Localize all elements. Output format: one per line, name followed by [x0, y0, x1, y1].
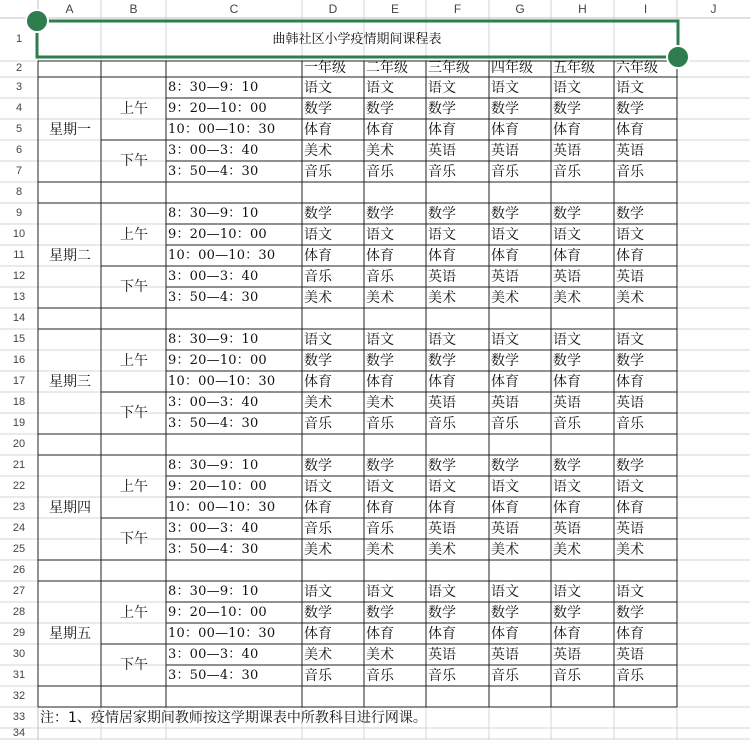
row-header-28[interactable]: 28 — [12, 606, 26, 618]
morning-label[interactable]: 上午 — [120, 605, 148, 621]
row-header-17[interactable]: 17 — [12, 375, 26, 387]
subject-cell[interactable]: 音乐 — [616, 668, 644, 684]
time-slot-cell[interactable]: 10：00—10：30 — [168, 122, 276, 137]
subject-cell[interactable]: 英语 — [553, 647, 581, 663]
subject-cell[interactable]: 语文 — [616, 479, 644, 495]
row-header-9[interactable]: 9 — [15, 207, 23, 219]
subject-cell[interactable]: 美术 — [616, 542, 644, 558]
subject-cell[interactable]: 数学 — [304, 605, 332, 621]
subject-cell[interactable]: 英语 — [491, 521, 519, 537]
subject-cell[interactable]: 音乐 — [428, 416, 456, 432]
subject-cell[interactable]: 体育 — [616, 500, 644, 516]
subject-cell[interactable]: 英语 — [428, 395, 456, 411]
subject-cell[interactable]: 语文 — [304, 227, 332, 243]
row-header-3[interactable]: 3 — [15, 81, 23, 93]
time-slot-cell[interactable]: 3：50—4：30 — [168, 290, 259, 305]
grade-header-3[interactable]: 三年级 — [428, 60, 470, 76]
time-slot-cell[interactable]: 10：00—10：30 — [168, 626, 276, 641]
subject-cell[interactable]: 英语 — [491, 269, 519, 285]
row-header-23[interactable]: 23 — [12, 501, 26, 513]
subject-cell[interactable]: 体育 — [428, 374, 456, 390]
subject-cell[interactable]: 英语 — [491, 143, 519, 159]
grade-header-5[interactable]: 五年级 — [553, 60, 595, 76]
subject-cell[interactable]: 数学 — [553, 101, 581, 117]
subject-cell[interactable]: 语文 — [553, 584, 581, 600]
subject-cell[interactable]: 美术 — [366, 143, 394, 159]
subject-cell[interactable]: 英语 — [428, 143, 456, 159]
subject-cell[interactable]: 语文 — [491, 332, 519, 348]
subject-cell[interactable]: 语文 — [553, 227, 581, 243]
subject-cell[interactable]: 体育 — [491, 500, 519, 516]
row-header-29[interactable]: 29 — [12, 627, 26, 639]
time-slot-cell[interactable]: 3：00—3：40 — [168, 647, 259, 662]
subject-cell[interactable]: 数学 — [616, 353, 644, 369]
afternoon-label[interactable]: 下午 — [120, 531, 148, 547]
subject-cell[interactable]: 英语 — [616, 143, 644, 159]
subject-cell[interactable]: 数学 — [428, 101, 456, 117]
morning-label[interactable]: 上午 — [120, 227, 148, 243]
subject-cell[interactable]: 语文 — [553, 479, 581, 495]
subject-cell[interactable]: 音乐 — [366, 521, 394, 537]
subject-cell[interactable]: 体育 — [491, 374, 519, 390]
subject-cell[interactable]: 体育 — [366, 248, 394, 264]
row-header-24[interactable]: 24 — [12, 522, 26, 534]
column-header-j[interactable]: J — [710, 2, 717, 16]
subject-cell[interactable]: 语文 — [491, 479, 519, 495]
note-cell[interactable]: 注：1、疫情居家期间教师按这学期课表中所教科目进行网课。 — [40, 710, 427, 726]
subject-cell[interactable]: 美术 — [366, 395, 394, 411]
column-header-h[interactable]: H — [578, 2, 587, 16]
subject-cell[interactable]: 体育 — [616, 248, 644, 264]
column-header-e[interactable]: E — [390, 2, 400, 16]
subject-cell[interactable]: 音乐 — [304, 416, 332, 432]
subject-cell[interactable]: 语文 — [304, 584, 332, 600]
subject-cell[interactable]: 体育 — [304, 122, 332, 138]
subject-cell[interactable]: 体育 — [491, 626, 519, 642]
subject-cell[interactable]: 英语 — [428, 269, 456, 285]
subject-cell[interactable]: 语文 — [491, 80, 519, 96]
row-header-6[interactable]: 6 — [15, 144, 23, 156]
subject-cell[interactable]: 美术 — [366, 290, 394, 306]
day-label[interactable]: 星期一 — [49, 122, 91, 138]
subject-cell[interactable]: 数学 — [491, 605, 519, 621]
time-slot-cell[interactable]: 9：20—10：00 — [168, 353, 267, 368]
subject-cell[interactable]: 数学 — [304, 206, 332, 222]
subject-cell[interactable]: 体育 — [366, 374, 394, 390]
time-slot-cell[interactable]: 9：20—10：00 — [168, 479, 267, 494]
subject-cell[interactable]: 体育 — [304, 500, 332, 516]
time-slot-cell[interactable]: 8：30—9：10 — [168, 458, 259, 473]
subject-cell[interactable]: 语文 — [428, 227, 456, 243]
subject-cell[interactable]: 美术 — [366, 542, 394, 558]
subject-cell[interactable]: 美术 — [491, 542, 519, 558]
subject-cell[interactable]: 语文 — [304, 479, 332, 495]
time-slot-cell[interactable]: 3：00—3：40 — [168, 395, 259, 410]
subject-cell[interactable]: 音乐 — [366, 164, 394, 180]
subject-cell[interactable]: 体育 — [304, 626, 332, 642]
afternoon-label[interactable]: 下午 — [120, 153, 148, 169]
time-slot-cell[interactable]: 10：00—10：30 — [168, 248, 276, 263]
subject-cell[interactable]: 语文 — [366, 584, 394, 600]
subject-cell[interactable]: 音乐 — [304, 668, 332, 684]
day-label[interactable]: 星期二 — [49, 248, 91, 264]
sheet-title-cell[interactable]: 曲韩社区小学疫情期间课程表 — [272, 32, 442, 47]
subject-cell[interactable]: 体育 — [428, 500, 456, 516]
subject-cell[interactable]: 数学 — [616, 605, 644, 621]
subject-cell[interactable]: 音乐 — [428, 668, 456, 684]
subject-cell[interactable]: 体育 — [553, 248, 581, 264]
selection-handle-top-left[interactable] — [26, 10, 48, 32]
time-slot-cell[interactable]: 9：20—10：00 — [168, 227, 267, 242]
subject-cell[interactable]: 数学 — [304, 101, 332, 117]
subject-cell[interactable]: 体育 — [491, 122, 519, 138]
day-label[interactable]: 星期三 — [49, 374, 91, 390]
subject-cell[interactable]: 体育 — [616, 626, 644, 642]
subject-cell[interactable]: 音乐 — [553, 164, 581, 180]
column-header-a[interactable]: A — [65, 2, 74, 16]
subject-cell[interactable]: 音乐 — [616, 164, 644, 180]
subject-cell[interactable]: 英语 — [491, 395, 519, 411]
subject-cell[interactable]: 体育 — [553, 374, 581, 390]
row-header-26[interactable]: 26 — [12, 564, 26, 576]
day-label[interactable]: 星期四 — [49, 500, 91, 516]
subject-cell[interactable]: 语文 — [428, 332, 456, 348]
subject-cell[interactable]: 语文 — [366, 227, 394, 243]
row-header-7[interactable]: 7 — [15, 165, 23, 177]
subject-cell[interactable]: 英语 — [616, 395, 644, 411]
subject-cell[interactable]: 音乐 — [428, 164, 456, 180]
subject-cell[interactable]: 音乐 — [616, 416, 644, 432]
subject-cell[interactable]: 音乐 — [304, 269, 332, 285]
row-header-31[interactable]: 31 — [12, 669, 26, 681]
subject-cell[interactable]: 英语 — [428, 647, 456, 663]
selection-handle-bottom-right[interactable] — [667, 46, 689, 68]
morning-label[interactable]: 上午 — [120, 479, 148, 495]
subject-cell[interactable]: 美术 — [428, 542, 456, 558]
time-slot-cell[interactable]: 10：00—10：30 — [168, 374, 276, 389]
subject-cell[interactable]: 美术 — [366, 647, 394, 663]
subject-cell[interactable]: 体育 — [428, 248, 456, 264]
subject-cell[interactable]: 美术 — [553, 542, 581, 558]
subject-cell[interactable]: 音乐 — [491, 416, 519, 432]
subject-cell[interactable]: 英语 — [616, 521, 644, 537]
column-header-b[interactable]: B — [129, 2, 138, 16]
time-slot-cell[interactable]: 8：30—9：10 — [168, 206, 259, 221]
subject-cell[interactable]: 英语 — [616, 647, 644, 663]
subject-cell[interactable]: 语文 — [491, 227, 519, 243]
morning-label[interactable]: 上午 — [120, 353, 148, 369]
row-header-32[interactable]: 32 — [12, 690, 26, 702]
afternoon-label[interactable]: 下午 — [120, 657, 148, 673]
row-header-12[interactable]: 12 — [12, 270, 26, 282]
subject-cell[interactable]: 数学 — [491, 101, 519, 117]
row-header-11[interactable]: 11 — [13, 249, 25, 261]
subject-cell[interactable]: 美术 — [553, 290, 581, 306]
row-header-20[interactable]: 20 — [12, 438, 26, 450]
subject-cell[interactable]: 数学 — [428, 353, 456, 369]
time-slot-cell[interactable]: 3：50—4：30 — [168, 416, 259, 431]
subject-cell[interactable]: 数学 — [616, 206, 644, 222]
subject-cell[interactable]: 英语 — [616, 269, 644, 285]
subject-cell[interactable]: 数学 — [491, 458, 519, 474]
subject-cell[interactable]: 数学 — [553, 353, 581, 369]
subject-cell[interactable]: 美术 — [304, 143, 332, 159]
time-slot-cell[interactable]: 3：50—4：30 — [168, 164, 259, 179]
subject-cell[interactable]: 语文 — [616, 584, 644, 600]
subject-cell[interactable]: 语文 — [491, 584, 519, 600]
subject-cell[interactable]: 语文 — [428, 584, 456, 600]
row-header-1[interactable]: 1 — [15, 33, 23, 45]
subject-cell[interactable]: 语文 — [428, 479, 456, 495]
subject-cell[interactable]: 语文 — [304, 80, 332, 96]
subject-cell[interactable]: 美术 — [304, 542, 332, 558]
subject-cell[interactable]: 数学 — [553, 206, 581, 222]
row-header-21[interactable]: 21 — [12, 459, 26, 471]
row-header-2[interactable]: 2 — [15, 62, 23, 74]
subject-cell[interactable]: 数学 — [366, 605, 394, 621]
grade-header-2[interactable]: 二年级 — [366, 60, 408, 76]
row-header-14[interactable]: 14 — [12, 312, 26, 324]
subject-cell[interactable]: 体育 — [616, 374, 644, 390]
subject-cell[interactable]: 数学 — [428, 206, 456, 222]
time-slot-cell[interactable]: 3：00—3：40 — [168, 521, 259, 536]
subject-cell[interactable]: 语文 — [616, 227, 644, 243]
subject-cell[interactable]: 体育 — [304, 248, 332, 264]
row-header-13[interactable]: 13 — [12, 291, 26, 303]
subject-cell[interactable]: 音乐 — [366, 668, 394, 684]
grade-header-6[interactable]: 六年级 — [616, 60, 658, 76]
subject-cell[interactable]: 体育 — [553, 122, 581, 138]
subject-cell[interactable]: 美术 — [304, 395, 332, 411]
subject-cell[interactable]: 美术 — [491, 290, 519, 306]
time-slot-cell[interactable]: 9：20—10：00 — [168, 605, 267, 620]
grade-header-1[interactable]: 一年级 — [304, 60, 346, 76]
row-header-33[interactable]: 33 — [12, 711, 26, 723]
subject-cell[interactable]: 语文 — [428, 80, 456, 96]
subject-cell[interactable]: 英语 — [553, 269, 581, 285]
row-header-25[interactable]: 25 — [12, 543, 26, 555]
row-header-30[interactable]: 30 — [12, 648, 26, 660]
column-header-c[interactable]: C — [229, 2, 239, 16]
subject-cell[interactable]: 美术 — [304, 290, 332, 306]
subject-cell[interactable]: 数学 — [304, 353, 332, 369]
subject-cell[interactable]: 体育 — [366, 626, 394, 642]
grade-header-4[interactable]: 四年级 — [491, 60, 533, 76]
subject-cell[interactable]: 音乐 — [304, 164, 332, 180]
row-header-19[interactable]: 19 — [12, 417, 26, 429]
subject-cell[interactable]: 体育 — [553, 500, 581, 516]
row-header-10[interactable]: 10 — [12, 228, 26, 240]
subject-cell[interactable]: 音乐 — [366, 269, 394, 285]
afternoon-label[interactable]: 下午 — [120, 279, 148, 295]
row-header-22[interactable]: 22 — [12, 480, 26, 492]
subject-cell[interactable]: 语文 — [553, 80, 581, 96]
subject-cell[interactable]: 英语 — [491, 647, 519, 663]
row-header-16[interactable]: 16 — [12, 354, 26, 366]
column-header-g[interactable]: G — [515, 2, 525, 16]
time-slot-cell[interactable]: 3：00—3：40 — [168, 269, 259, 284]
subject-cell[interactable]: 体育 — [428, 626, 456, 642]
subject-cell[interactable]: 数学 — [366, 353, 394, 369]
day-label[interactable]: 星期五 — [49, 626, 91, 642]
column-header-f[interactable]: F — [453, 2, 462, 16]
column-header-d[interactable]: D — [328, 2, 338, 16]
subject-cell[interactable]: 数学 — [616, 101, 644, 117]
morning-label[interactable]: 上午 — [120, 101, 148, 117]
subject-cell[interactable]: 数学 — [491, 353, 519, 369]
subject-cell[interactable]: 英语 — [428, 521, 456, 537]
column-header-i[interactable]: I — [643, 2, 648, 16]
subject-cell[interactable]: 语文 — [366, 332, 394, 348]
subject-cell[interactable]: 体育 — [428, 122, 456, 138]
subject-cell[interactable]: 数学 — [366, 101, 394, 117]
subject-cell[interactable]: 体育 — [366, 122, 394, 138]
subject-cell[interactable]: 数学 — [366, 206, 394, 222]
subject-cell[interactable]: 美术 — [616, 290, 644, 306]
subject-cell[interactable]: 英语 — [553, 521, 581, 537]
row-header-4[interactable]: 4 — [15, 102, 23, 114]
time-slot-cell[interactable]: 9：20—10：00 — [168, 101, 267, 116]
subject-cell[interactable]: 体育 — [304, 374, 332, 390]
subject-cell[interactable]: 数学 — [491, 206, 519, 222]
time-slot-cell[interactable]: 10：00—10：30 — [168, 500, 276, 515]
subject-cell[interactable]: 音乐 — [553, 668, 581, 684]
subject-cell[interactable]: 语文 — [553, 332, 581, 348]
subject-cell[interactable]: 数学 — [304, 458, 332, 474]
subject-cell[interactable]: 语文 — [616, 80, 644, 96]
subject-cell[interactable]: 美术 — [304, 647, 332, 663]
row-header-18[interactable]: 18 — [12, 396, 26, 408]
subject-cell[interactable]: 体育 — [553, 626, 581, 642]
subject-cell[interactable]: 体育 — [491, 248, 519, 264]
subject-cell[interactable]: 数学 — [553, 458, 581, 474]
time-slot-cell[interactable]: 8：30—9：10 — [168, 332, 259, 347]
time-slot-cell[interactable]: 8：30—9：10 — [168, 584, 259, 599]
row-header-5[interactable]: 5 — [15, 123, 23, 135]
subject-cell[interactable]: 音乐 — [491, 668, 519, 684]
time-slot-cell[interactable]: 3：00—3：40 — [168, 143, 259, 158]
subject-cell[interactable]: 英语 — [553, 395, 581, 411]
row-header-8[interactable]: 8 — [15, 186, 23, 198]
time-slot-cell[interactable]: 3：50—4：30 — [168, 668, 259, 683]
subject-cell[interactable]: 体育 — [616, 122, 644, 138]
row-header-34[interactable]: 34 — [12, 727, 26, 739]
subject-cell[interactable]: 美术 — [428, 290, 456, 306]
row-header-15[interactable]: 15 — [12, 333, 26, 345]
subject-cell[interactable]: 音乐 — [304, 521, 332, 537]
subject-cell[interactable]: 语文 — [366, 80, 394, 96]
subject-cell[interactable]: 数学 — [616, 458, 644, 474]
afternoon-label[interactable]: 下午 — [120, 405, 148, 421]
subject-cell[interactable]: 数学 — [428, 605, 456, 621]
row-header-27[interactable]: 27 — [12, 585, 26, 597]
time-slot-cell[interactable]: 8：30—9：10 — [168, 80, 259, 95]
subject-cell[interactable]: 语文 — [366, 479, 394, 495]
subject-cell[interactable]: 语文 — [304, 332, 332, 348]
subject-cell[interactable]: 英语 — [553, 143, 581, 159]
subject-cell[interactable]: 音乐 — [553, 416, 581, 432]
subject-cell[interactable]: 音乐 — [491, 164, 519, 180]
subject-cell[interactable]: 语文 — [616, 332, 644, 348]
time-slot-cell[interactable]: 3：50—4：30 — [168, 542, 259, 557]
subject-cell[interactable]: 音乐 — [366, 416, 394, 432]
subject-cell[interactable]: 数学 — [553, 605, 581, 621]
subject-cell[interactable]: 数学 — [428, 458, 456, 474]
subject-cell[interactable]: 体育 — [366, 500, 394, 516]
subject-cell[interactable]: 数学 — [366, 458, 394, 474]
